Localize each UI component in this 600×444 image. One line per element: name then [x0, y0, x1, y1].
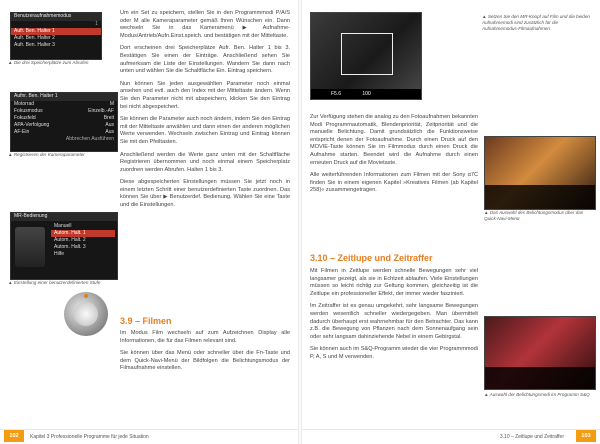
section-heading: 3.9 – Filmen — [120, 316, 172, 326]
iso-value: 100 — [362, 91, 371, 97]
right-footer — [302, 429, 600, 444]
paragraph: Mit Filmen in Zeitlupe werden schnelle Bewegungen sehr viel langsamer gezeigt, als sie in Echtzeit ablaufen. Viele Einstellungen müssen so leicht richtig zur Geltung kommen, gleichzeitig ist die Zeitlupe ein professioneller Effekt, der immer wieder fasziniert. — [310, 268, 478, 297]
menu-item[interactable]: Aufr. Ben. Halter 3 — [14, 42, 55, 48]
dial-knob — [74, 302, 99, 327]
param-name: AF-Ein — [14, 129, 30, 135]
screen-title: Aufnr. Ben. Halter 1 — [11, 93, 117, 101]
quick-navi-screen — [484, 136, 596, 210]
menu-item[interactable]: Autom. Halt. 2 — [54, 237, 86, 243]
camera-illustration — [15, 227, 45, 267]
param-row[interactable] — [11, 101, 117, 108]
screen-counter: 1 — [95, 21, 98, 27]
paragraph: Sie können die Parameter auch noch ändern, indem Sie den Eintrag mit der Mitteltaste anwählen und dann einen der anderen möglichen Werte verwenden. Wechseln zwischen Eintrag und Eintrag können Sie mit den Pfeiltasten. — [120, 116, 290, 145]
exposure-bar — [311, 89, 421, 99]
sq-menu — [485, 367, 595, 389]
paragraph: Dort erscheinen drei Speicherplätze Aufr. Ben. Halter 1 bis 3. Bestätigen Sie einen der Einträge. Anschließend sehen Sie aufmerksam die Liste der Einstellungen. Wandern Sie dann nach unten und wählen Sie die Schaltfläche Ein. Eintrag speichern. — [120, 45, 290, 75]
aperture-value: F5.6 — [331, 91, 342, 97]
screen-title: Benutzeraufnahmemodus — [11, 13, 101, 21]
focus-frame — [341, 33, 393, 75]
right-body-text — [310, 114, 478, 200]
figure-caption: ▲ Das Auswahl des Belichtungsmodus über das Quick-Navi-Menü — [484, 210, 584, 221]
param-value: Breit — [103, 115, 114, 121]
param-value: Aus — [105, 122, 114, 128]
quick-navi-menu — [485, 185, 595, 209]
param-name: APA-Verfolgung — [14, 122, 50, 128]
page-number-left: 102 — [4, 430, 24, 442]
param-row[interactable] — [11, 122, 117, 129]
paragraph: Zur Verfügung stehen die analog zu den Fotoaufnahmen bekannten Modi Programmautomatik, Blendenpriorität, Zeitpriorität und die manuelle Belichtung. Damit grundsätzlich die Funktionsweise entspricht denen der Fotoaufnahme. Durch einen Druck auf den MOVIE-Taste können Sie im Filmmodus durch einen Druck die Aufnahme starten. Beendet wird die Aufnahme durch einen erneuten Druck auf die Movietaste. — [310, 114, 478, 166]
paragraph: Um ein Set zu speichern, stellen Sie in den Programmmodi P/A/S oder M alle Kameraparameter gemäß Ihren Wünschen ein. Dann wechseln Sie in das Kameramenü ▶ Aufnahme-Modus/Antrieb/Aufn.Einst.speich. und bestätigen mit der Mitteltaste. — [120, 10, 290, 39]
paragraph: Sie können über das Menü oder schneller über die Fn-Taste und dem Quick-Navi-Menü der Bildfolgen die Belichtungsmodus der Filmaufnahme einstellen. — [120, 350, 290, 372]
param-value: M — [109, 101, 114, 107]
menu-item[interactable]: Autom. Halt. 3 — [54, 244, 86, 250]
menu-item[interactable]: Aufr. Ben. Halter 2 — [14, 35, 55, 41]
paragraph: Sie können auch im S&Q-Programm wieder die vier Programmmodi P, A, S und M verwenden. — [310, 346, 478, 360]
page-footer-text: Kapitel 3 Professionelle Programme für jede Situation — [30, 434, 149, 440]
screen-title: MR-Bedienung — [11, 213, 117, 221]
camera-screen-memory-slots — [10, 12, 102, 60]
dial-marker — [84, 294, 88, 298]
mode-dial-illustration — [64, 292, 108, 336]
figure-caption: ▲ Setzen Sie den MR-Knopf auf Film und die beiden Aufnahmemodi sind zusätzlich für die Aufnahmemodus-Filmaufnahmen. — [482, 14, 590, 31]
param-name: Motorrad — [14, 101, 35, 107]
figure-caption: ▲ Die drei Speicherplätze zum Abrufen — [8, 60, 89, 65]
paragraph: Diese abgespeicherten Einstellungen müssen Sie jetzt noch in einem letzten Schritt einer benutzerdefinierten Taste zuordnen. Das können Sie über ▶ Benutzerdef. Bedienung. Wählen Sie eine Taste und die Einstellungen. — [120, 179, 290, 209]
left-body-text — [120, 10, 290, 215]
figure-caption: ▲ Auswahl der Belichtungsmodi im Programm S&Q — [484, 392, 590, 397]
paragraph: Nun können Sie jeden ausgewählten Parameter noch einmal ansehen und evtl. auch den Index mit der Mitteltaste ändern. Wenn Sie den Parameter nicht mit abspeichern, klicken Sie den Eintrag bei nicht abgespeichert. — [120, 80, 290, 110]
page-gutter — [298, 0, 302, 444]
paragraph: Im Zeitraffer ist es genau umgekehrt, sehr langsame Bewegungen werden wesentlich schneller wiedergegeben. Man übermittelt dadurch überhaupt erst wahrnehmbar für den Betrachter. Das kann z.B. die Bewegung von Pflanzen nach dem Sonnenaufgang sein oder sehr langsam dahinziehende Nebel in einem Gebirgstal. — [310, 303, 478, 340]
camera-live-view — [310, 12, 422, 100]
paragraph: Anschließend werden die Werte ganz unten mit der Schaltfläche Registrieren übernommen und noch einmal einem Speicherplatz zuordnen werden Abrufen. Halten 1 bis 3. — [120, 151, 290, 173]
right-body-text-2 — [310, 268, 478, 367]
sq-mode-screen — [484, 316, 596, 390]
left-body-text-2 — [120, 330, 290, 378]
figure-caption: ▲ Registrieren der Kameraparameter — [8, 152, 85, 157]
camera-screen-mr-control — [10, 212, 118, 280]
section-heading: 3.10 – Zeitlupe und Zeitraffer — [310, 253, 433, 263]
screen-footer: Abbrechen Ausführen — [65, 136, 114, 142]
camera-screen-register — [10, 92, 118, 152]
param-value: Aus — [105, 129, 114, 135]
page-footer-text: 3.10 – Zeitlupe und Zeitraffer — [499, 434, 564, 440]
menu-item[interactable]: Autom. Halt. 1 — [51, 230, 115, 237]
menu-item[interactable]: Aufr. Ben. Halter 1 — [11, 28, 101, 35]
param-name: Fokusmodus — [14, 108, 43, 114]
menu-item[interactable]: Hilfe — [54, 251, 65, 257]
param-value: Einzelb.-AF — [88, 108, 114, 114]
param-row[interactable] — [11, 115, 117, 122]
menu-item[interactable]: Manuell — [54, 223, 72, 229]
paragraph: Alle weiterführenden Informationen zum Filmen mit der Sony α7C finden Sie in einem eigenen Kapitel »Kreatives Filmen (ab Kapitel 258)« zusammengetragen. — [310, 172, 478, 194]
left-footer — [0, 429, 298, 444]
param-row[interactable] — [11, 108, 117, 115]
figure-caption: ▲ Einstellung einer benutzerdefinierten Stufe — [8, 280, 101, 285]
param-row[interactable] — [11, 129, 117, 136]
paragraph: Im Modus Film wechseln auf zum Aufzeichnen Display alle Informationen, die für das Filmen relevant sind. — [120, 330, 290, 344]
page-number-right: 103 — [576, 430, 596, 442]
param-name: Fokusfeld — [14, 115, 36, 121]
